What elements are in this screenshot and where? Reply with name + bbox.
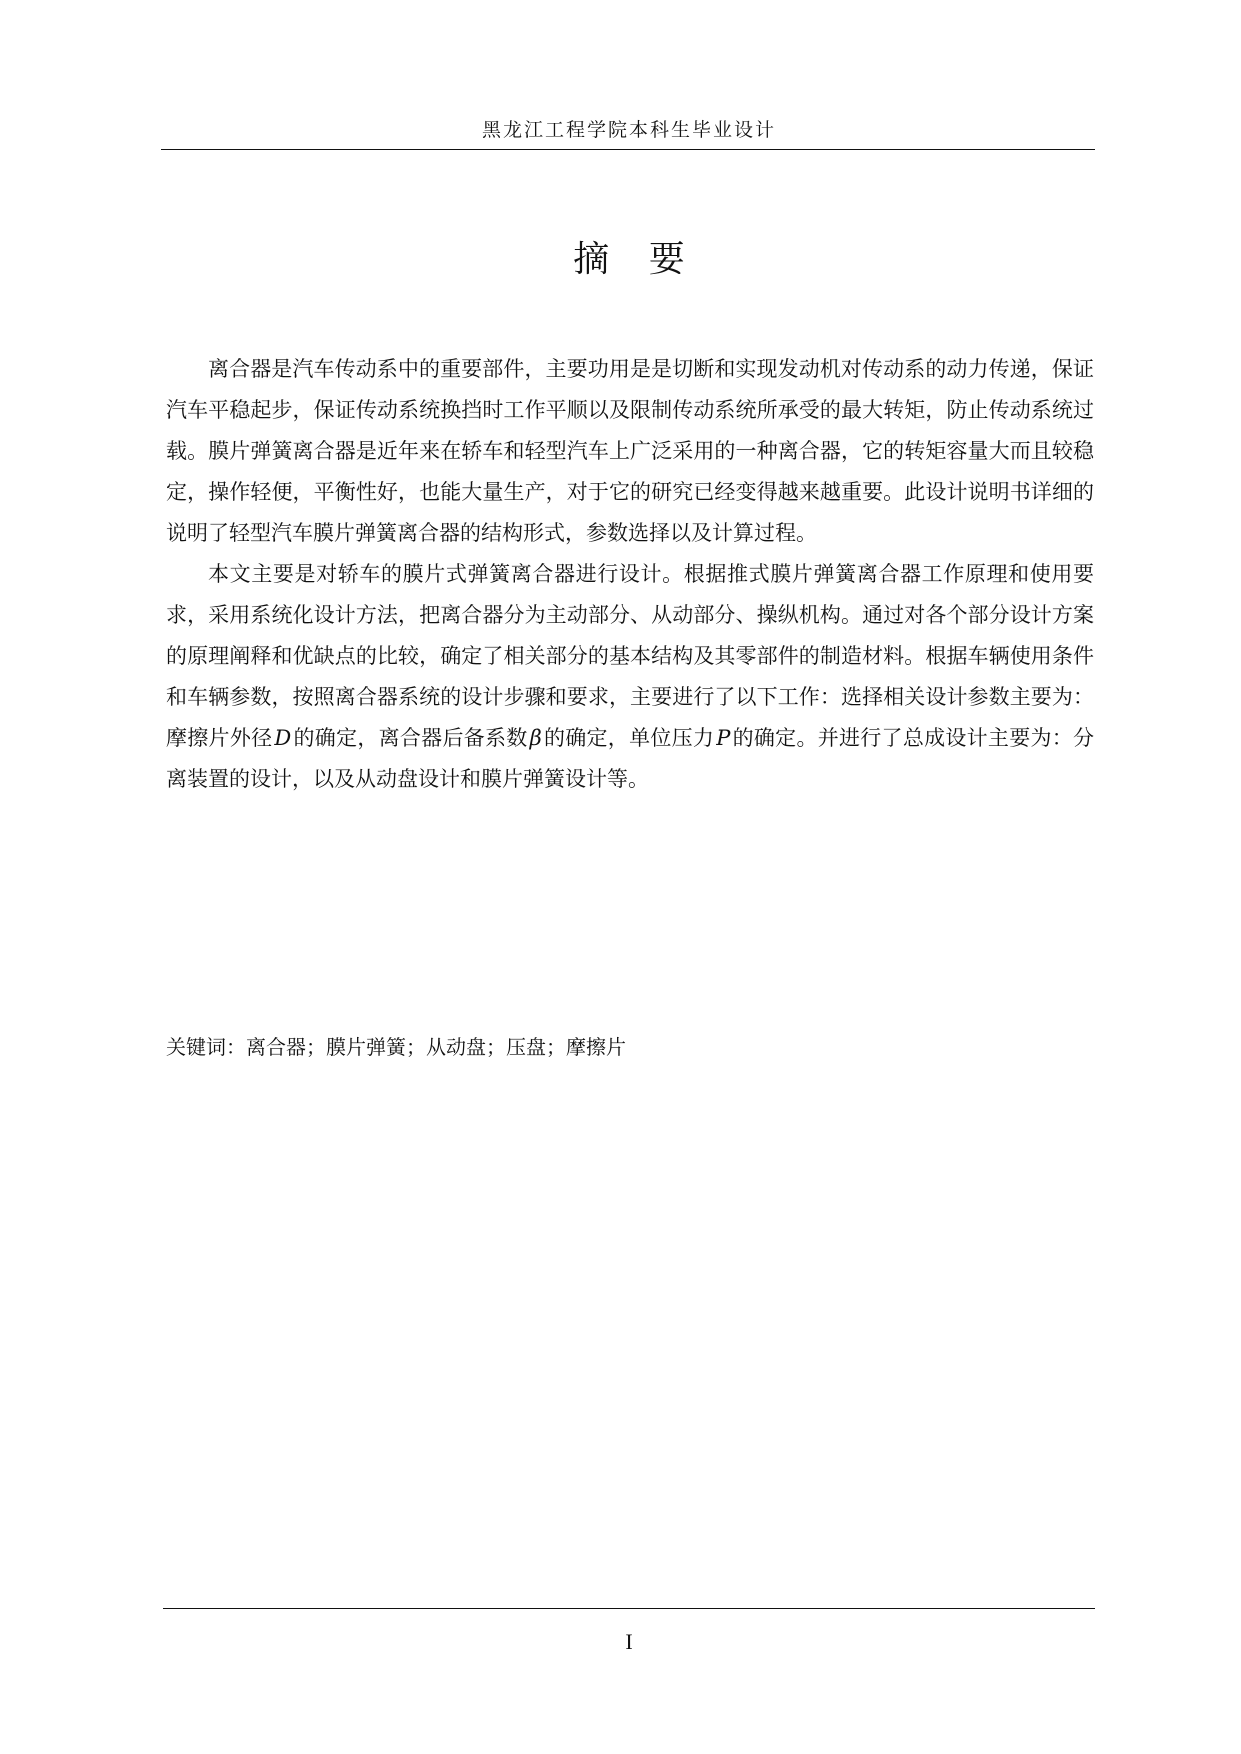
- keywords-list: 离合器；膜片弹簧；从动盘；压盘；摩擦片: [246, 1035, 626, 1059]
- math-symbol-D: D: [274, 726, 292, 750]
- abstract-title: 摘 要: [573, 239, 699, 280]
- abstract-body: [166, 349, 1094, 800]
- paragraph-2-text-part2: 的确定，离合器后备系数: [293, 726, 528, 750]
- paragraph-2-text-part3: 的确定，单位压力: [543, 726, 715, 750]
- abstract-paragraph-1: 离合器是汽车传动系中的重要部件，主要功用是是切断和实现发动机对传动系的动力传递，保证汽车平稳起步，保证传动系统换挡时工作平顺以及限制传动系统所承受的最大转矩，防止传动系统过载。膜片弹簧离合器是近年来在轿车和轻型汽车上广泛采用的一种离合器，它的转矩容量大而且较稳定，操作轻便，平衡性好，也能大量生产，对于它的研究已经变得越来越重要。此设计说明书详细的说明了轻型汽车膜片弹簧离合器的结构形式，参数选择以及计算过程。: [166, 357, 1094, 545]
- header-divider: [161, 149, 1095, 150]
- math-symbol-P: P: [716, 726, 731, 750]
- page-header: 黑龙江工程学院本科生毕业设计: [481, 119, 776, 141]
- keywords-label: 关键词：: [166, 1035, 246, 1059]
- page-number: I: [625, 1629, 633, 1654]
- footer-divider: [163, 1608, 1095, 1609]
- abstract-paragraph-2: [166, 554, 1094, 800]
- math-symbol-beta: β: [529, 726, 542, 750]
- paragraph-2-text-part4: 的确定。并进行了总成设计主要为：分离装置的设计，以及从动盘设计和膜片弹簧设计等。: [166, 726, 1095, 791]
- paragraph-2-text-part1: 本文主要是对轿车的膜片式弹簧离合器进行设计。根据推式膜片弹簧离合器工作原理和使用要求，采用系统化设计方法，把离合器分为主动部分、从动部分、操纵机构。通过对各个部分设计方案的原理阐释和优缺点的比较，确定了相关部分的基本结构及其零部件的制造材料。根据车辆使用条件和车辆参数，按照离合器系统的设计步骤和要求，主要进行了以下工作：选择相关设计参数主要为：摩擦片外径: [166, 562, 1094, 750]
- keywords-line: [166, 1032, 1094, 1062]
